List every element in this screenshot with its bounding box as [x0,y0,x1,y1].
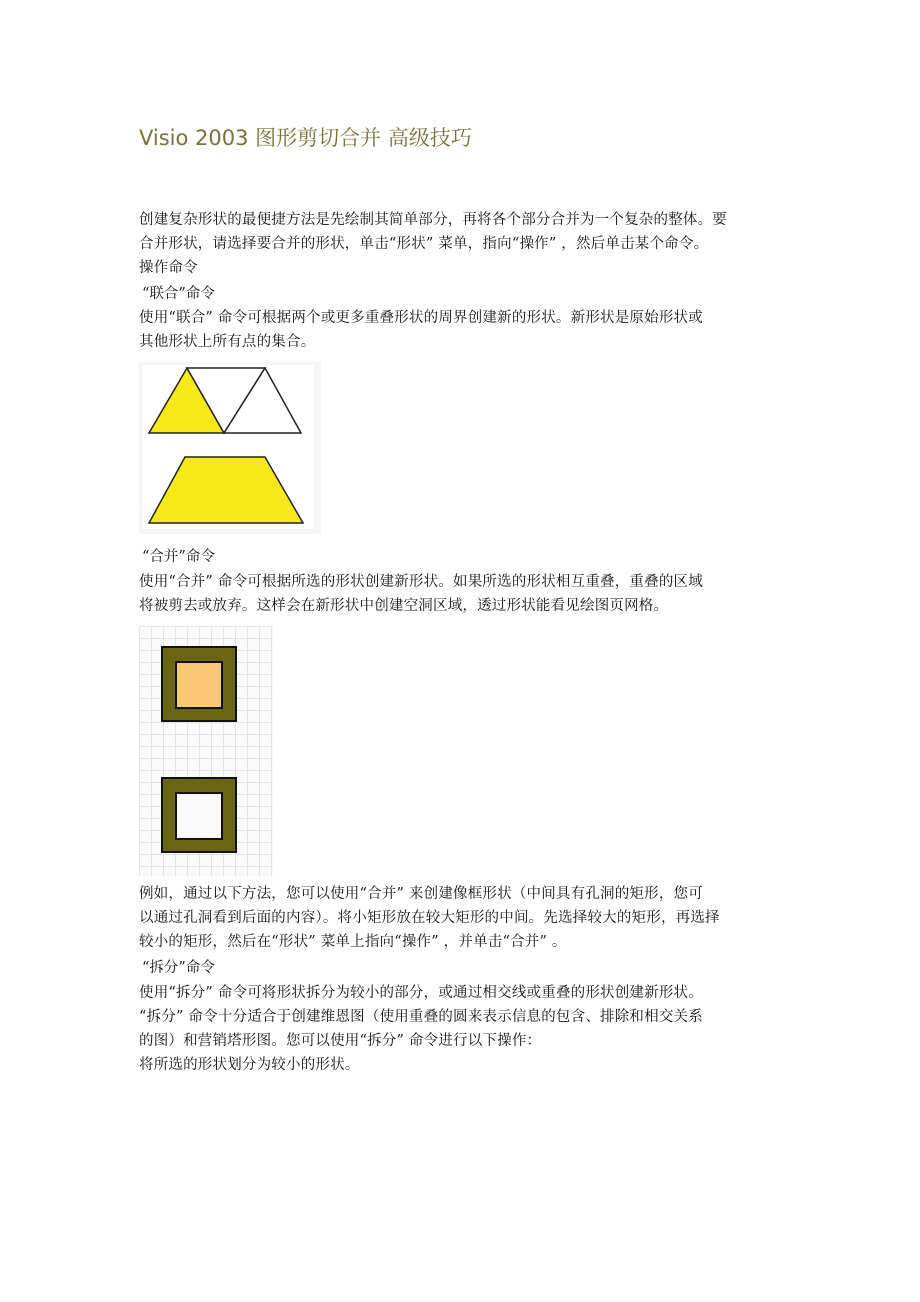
fragment-line: “拆分” 命令十分适合于创建维恩图（使用重叠的圆来表示信息的包含、排除和相交关系 [139,1009,703,1025]
fragment-line: 使用“拆分” 命令可将形状拆分为较小的部分，或通过相交线或重叠的形状创建新形状。 [139,985,703,1001]
union-line: 使用“联合” 命令可根据两个或更多重叠形状的周界创建新的形状。新形状是原始形状或 [139,310,703,326]
union-heading: “联合”命令 [142,286,215,302]
fragment-paragraph [139,981,784,1077]
union-paragraph [139,306,784,354]
combine-diagram [139,626,273,876]
intro-line: 创建复杂形状的最便捷方法是先绘制其简单部分，再将各个部分合并为一个复杂的整体。要 [139,212,727,228]
intro-line: 操作命令 [139,260,198,276]
combine-line: 使用“合并” 命令可根据所选的形状创建新形状。如果所选的形状相互重叠，重叠的区域 [139,574,703,590]
combine-line: 将被剪去或放弃。这样会在新形状中创建空洞区域，透过形状能看见绘图页网格。 [139,598,669,614]
combine-figure [139,626,273,876]
frame-hole [176,793,222,839]
page-title: Visio 2003 图形剪切合并 高级技巧 [139,126,472,150]
example-paragraph [139,882,784,954]
fragment-line: 将所选的形状划分为较小的形状。 [139,1057,360,1073]
example-line: 以通过孔洞看到后面的内容）。将小矩形放在较大矩形的中间。先选择较大的矩形，再选择 [139,910,720,926]
fragment-heading: “拆分”命令 [142,960,215,976]
example-line: 例如，通过以下方法，您可以使用“合并” 来创建像框形状（中间具有孔洞的矩形，您可 [139,886,703,902]
union-diagram [139,362,321,534]
combine-paragraph [139,570,784,618]
union-line: 其他形状上所有点的集合。 [139,334,316,350]
intro-line: 合并形状，请选择要合并的形状，单击“形状” 菜单，指向“操作” ，然后单击某个命令。 [139,236,709,252]
intro-paragraph [139,208,784,280]
combine-heading: “合并”命令 [142,549,215,565]
inner-square-orange [176,662,222,708]
example-line: 较小的矩形，然后在“形状” 菜单上指向“操作” ，并单击“合并” 。 [139,934,567,950]
union-figure [139,362,321,534]
fragment-line: 的图）和营销塔形图。您可以使用“拆分” 命令进行以下操作： [139,1033,542,1049]
